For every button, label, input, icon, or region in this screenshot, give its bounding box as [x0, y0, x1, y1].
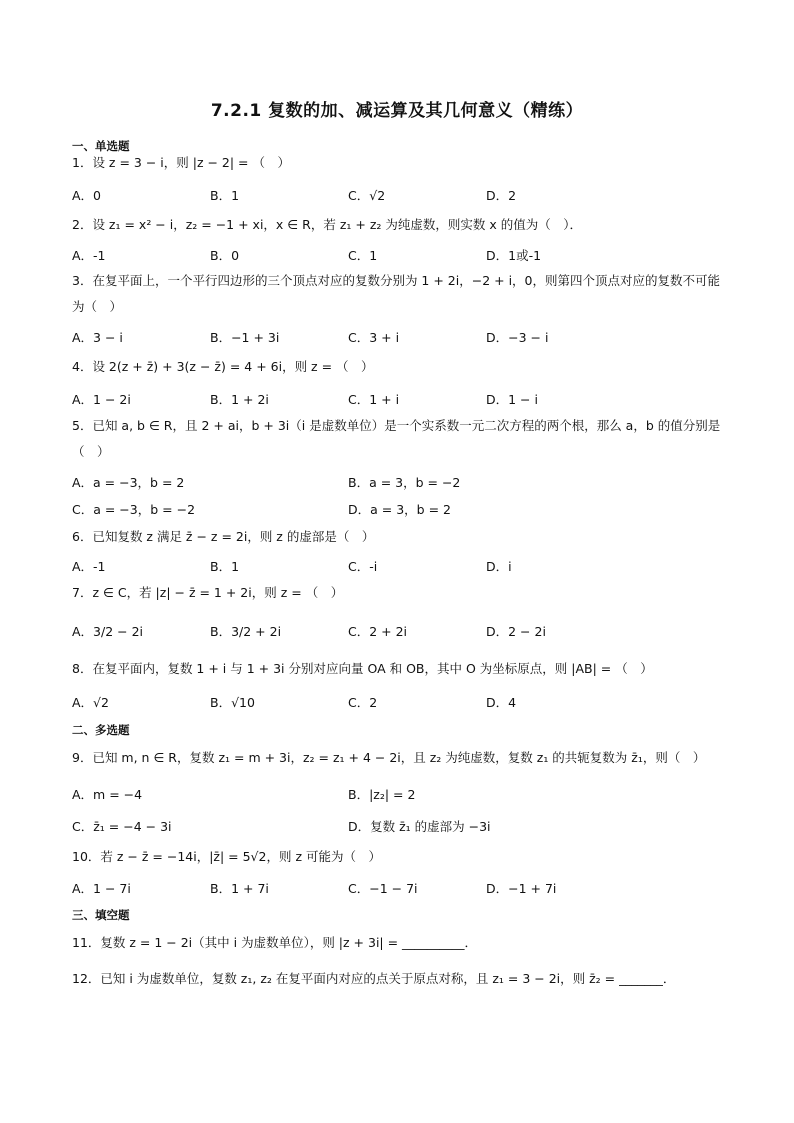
- question-3-option-c: C．3 + i: [348, 330, 400, 345]
- question-6-option-a: A．-1: [72, 559, 106, 574]
- question-10-options: [72, 879, 727, 901]
- question-8-option-d: D．4: [486, 695, 517, 710]
- question-9-option-b: B．|z₂| = 2: [348, 787, 416, 802]
- section-heading-single-choice: 一、单选题: [72, 139, 130, 153]
- page-title: 7.2.1 复数的加、减运算及其几何意义（精练）: [210, 101, 584, 121]
- question-1-options: [72, 186, 727, 208]
- question-6-option-b: B．1: [210, 559, 240, 574]
- question-6-option-c: C．-i: [348, 559, 378, 574]
- question-5-option-a: A．a = −3，b = 2: [72, 475, 185, 490]
- question-5-option-d: D．a = 3，b = 2: [348, 502, 451, 517]
- question-4-stem: 4．设 2(z + z̄) + 3(z − z̄) = 4 + 6i，则 z = （ ）: [72, 359, 374, 374]
- question-3-options: [72, 328, 727, 350]
- question-8-options: [72, 693, 727, 715]
- question-4-option-a: A．1 − 2i: [72, 392, 131, 407]
- question-5-options-row2: [72, 500, 727, 522]
- question-4-option-b: B．1 + 2i: [210, 392, 269, 407]
- question-2-option-d: D．1或-1: [486, 248, 542, 263]
- question-8-option-a: A．√2: [72, 695, 109, 710]
- question-1-option-d: D．2: [486, 188, 517, 203]
- question-7-option-d: D．2 − 2i: [486, 624, 546, 639]
- question-9-stem: 9．已知 m, n ∈ R，复数 z₁ = m + 3i，z₂ = z₁ + 4 − 2i，且 z₂ 为纯虚数，复数 z₁ 的共轭复数为 z̄₁，则（ ）: [72, 750, 706, 765]
- question-1-stem: 1．设 z = 3 − i，则 |z − 2| = （ ）: [72, 155, 291, 170]
- question-2-option-b: B．0: [210, 248, 240, 263]
- question-10-option-a: A．1 − 7i: [72, 881, 131, 896]
- question-1-option-c: C．√2: [348, 188, 386, 203]
- question-9-option-d: D．复数 z̄₁ 的虚部为 −3i: [348, 819, 491, 834]
- question-7-option-c: C．2 + 2i: [348, 624, 408, 639]
- question-4-options: [72, 390, 727, 412]
- question-2-stem: 2．设 z₁ = x² − i，z₂ = −1 + xi，x ∈ R，若 z₁ + z₂ 为纯虚数，则实数 x 的值为（ ）．: [72, 217, 582, 232]
- question-7-option-b: B．3/2 + 2i: [210, 624, 282, 639]
- question-6-option-d: D．i: [486, 559, 512, 574]
- question-2-option-a: A．-1: [72, 248, 106, 263]
- question-6-options: [72, 557, 727, 579]
- section-heading-multiple-choice: 二、多选题: [72, 723, 130, 737]
- question-8-option-c: C．2: [348, 695, 378, 710]
- question-5-options-row1: [72, 473, 727, 495]
- question-5-stem: 5．已知 a, b ∈ R，且 2 + ai，b + 3i（i 是虚数单位）是一个实系数一元二次方程的两个根，那么 a，b 的值分别是（ ）: [72, 418, 721, 459]
- question-10-option-d: D．−1 + 7i: [486, 881, 557, 896]
- question-3-option-b: B．−1 + 3i: [210, 330, 280, 345]
- question-9-option-c: C．z̄₁ = −4 − 3i: [72, 819, 172, 834]
- question-7-options: [72, 622, 727, 644]
- question-7-option-a: A．3/2 − 2i: [72, 624, 144, 639]
- question-6-stem: 6．已知复数 z 满足 z̄ − z = 2i，则 z 的虚部是（ ）: [72, 529, 375, 544]
- question-7-stem: 7．z ∈ C，若 |z| − z̄ = 1 + 2i，则 z = （ ）: [72, 585, 344, 600]
- question-4-option-c: C．1 + i: [348, 392, 400, 407]
- question-1-option-a: A．0: [72, 188, 102, 203]
- question-2-option-c: C．1: [348, 248, 378, 263]
- question-4-option-d: D．1 − i: [486, 392, 538, 407]
- question-5-option-c: C．a = −3，b = −2: [72, 502, 196, 517]
- question-8-stem: 8．在复平面内，复数 1 + i 与 1 + 3i 分别对应向量 OA 和 OB，其中 O 为坐标原点，则 |AB| = （ ）: [72, 661, 653, 676]
- question-3-option-d: D．−3 − i: [486, 330, 549, 345]
- question-9-options-row2: [72, 817, 727, 839]
- question-3-stem: 3．在复平面上，一个平行四边形的三个顶点对应的复数分别为 1 + 2i，−2 + i，0，则第四个顶点对应的复数不可能为（ ）: [72, 273, 721, 314]
- section-heading-fill-in: 三、填空题: [72, 908, 130, 922]
- question-10-option-b: B．1 + 7i: [210, 881, 269, 896]
- question-1-option-b: B．1: [210, 188, 240, 203]
- question-10-stem: 10．若 z − z̄ = −14i，|z̄| = 5√2，则 z 可能为（ ）: [72, 849, 381, 864]
- question-2-options: [72, 246, 727, 268]
- question-11-stem: 11．复数 z = 1 − 2i（其中 i 为虚数单位），则 |z + 3i| = __________．: [72, 935, 478, 950]
- question-5-option-b: B．a = 3，b = −2: [348, 475, 461, 490]
- question-8-option-b: B．√10: [210, 695, 255, 710]
- question-9-options-row1: [72, 785, 727, 807]
- question-12-stem: 12．已知 i 为虚数单位，复数 z₁, z₂ 在复平面内对应的点关于原点对称，且 z₁ = 3 − 2i，则 z̄₂ = _______．: [72, 971, 676, 986]
- question-9-option-a: A．m = −4: [72, 787, 143, 802]
- question-3-option-a: A．3 − i: [72, 330, 123, 345]
- question-10-option-c: C．−1 − 7i: [348, 881, 418, 896]
